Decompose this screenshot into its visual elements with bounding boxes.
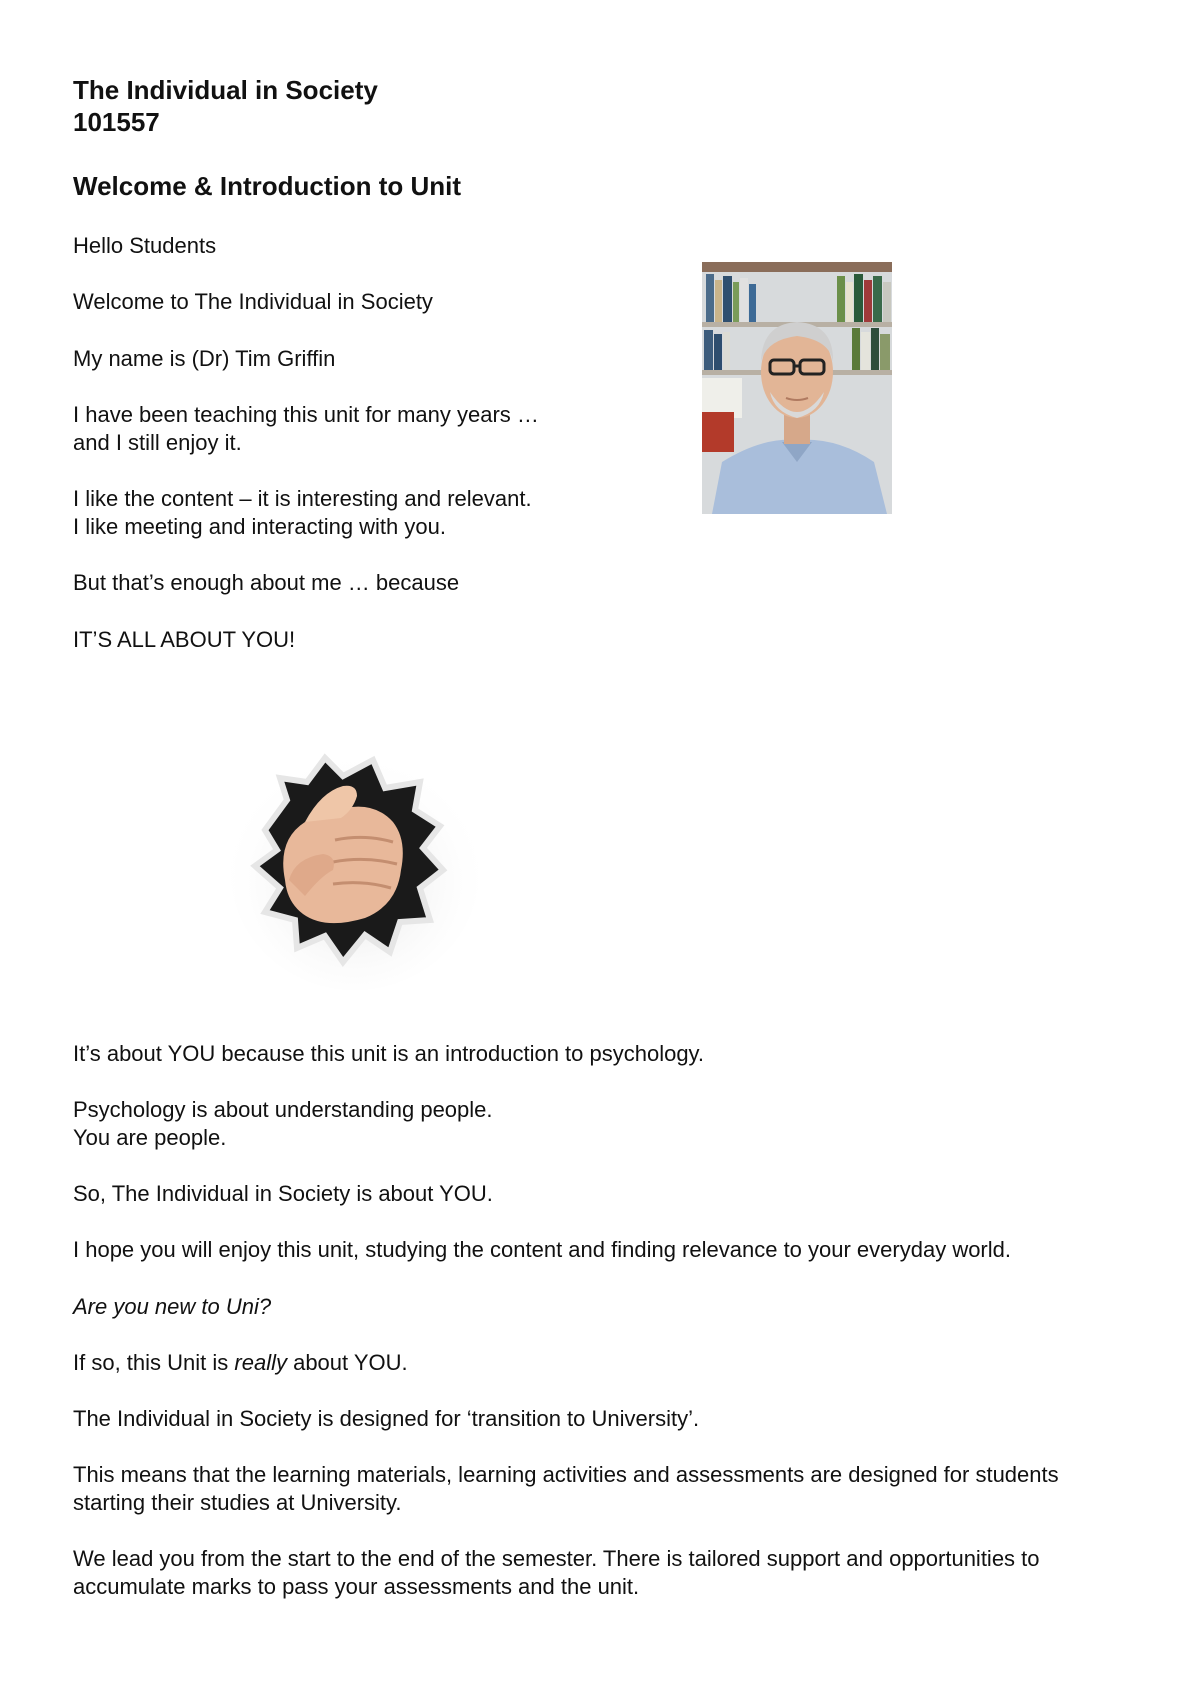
portrait-photo bbox=[702, 262, 892, 514]
if-so-emphasis: really bbox=[234, 1350, 287, 1375]
psychology-line-1: Psychology is about understanding people. bbox=[73, 1097, 493, 1122]
hope-line: I hope you will enjoy this unit, studying the content and finding relevance to your everyday world. bbox=[73, 1237, 1011, 1262]
section-title: Welcome & Introduction to Unit bbox=[73, 171, 462, 201]
teaching-line-1: I have been teaching this unit for many years … bbox=[73, 402, 539, 427]
welcome-line: Welcome to The Individual in Society bbox=[73, 289, 433, 314]
content-line-2: I like meeting and interacting with you. bbox=[73, 514, 446, 539]
psychology-line-2: You are people. bbox=[73, 1125, 227, 1150]
lead-paragraph: We lead you from the start to the end of the semester. There is tailored support and opportunities to accumulate marks to pass your assessments and the unit. bbox=[73, 1546, 1040, 1599]
unit-title: The Individual in Society bbox=[73, 75, 378, 105]
about-you-line: It’s about YOU because this unit is an introduction to psychology. bbox=[73, 1041, 705, 1066]
all-about-you: IT’S ALL ABOUT YOU! bbox=[73, 627, 296, 652]
enough-line: But that’s enough about me … because bbox=[73, 570, 460, 595]
transition-line: The Individual in Society is designed for ‘transition to University’. bbox=[73, 1406, 700, 1431]
if-so-prefix: If so, this Unit is bbox=[73, 1350, 235, 1375]
new-to-uni-line: Are you new to Uni? bbox=[73, 1294, 272, 1319]
name-line: My name is (Dr) Tim Griffin bbox=[73, 346, 336, 371]
unit-code: 101557 bbox=[73, 107, 160, 137]
fist-through-paper-image bbox=[225, 730, 485, 995]
means-paragraph: This means that the learning materials, learning activities and assessments are designed for students starting their studies at University. bbox=[73, 1462, 1059, 1515]
teaching-line-2: and I still enjoy it. bbox=[73, 430, 242, 455]
if-so-line bbox=[73, 1349, 408, 1377]
so-line: So, The Individual in Society is about YOU. bbox=[73, 1181, 493, 1206]
greeting: Hello Students bbox=[73, 233, 217, 258]
content-line-1: I like the content – it is interesting and relevant. bbox=[73, 486, 532, 511]
if-so-suffix: about YOU. bbox=[286, 1350, 408, 1375]
